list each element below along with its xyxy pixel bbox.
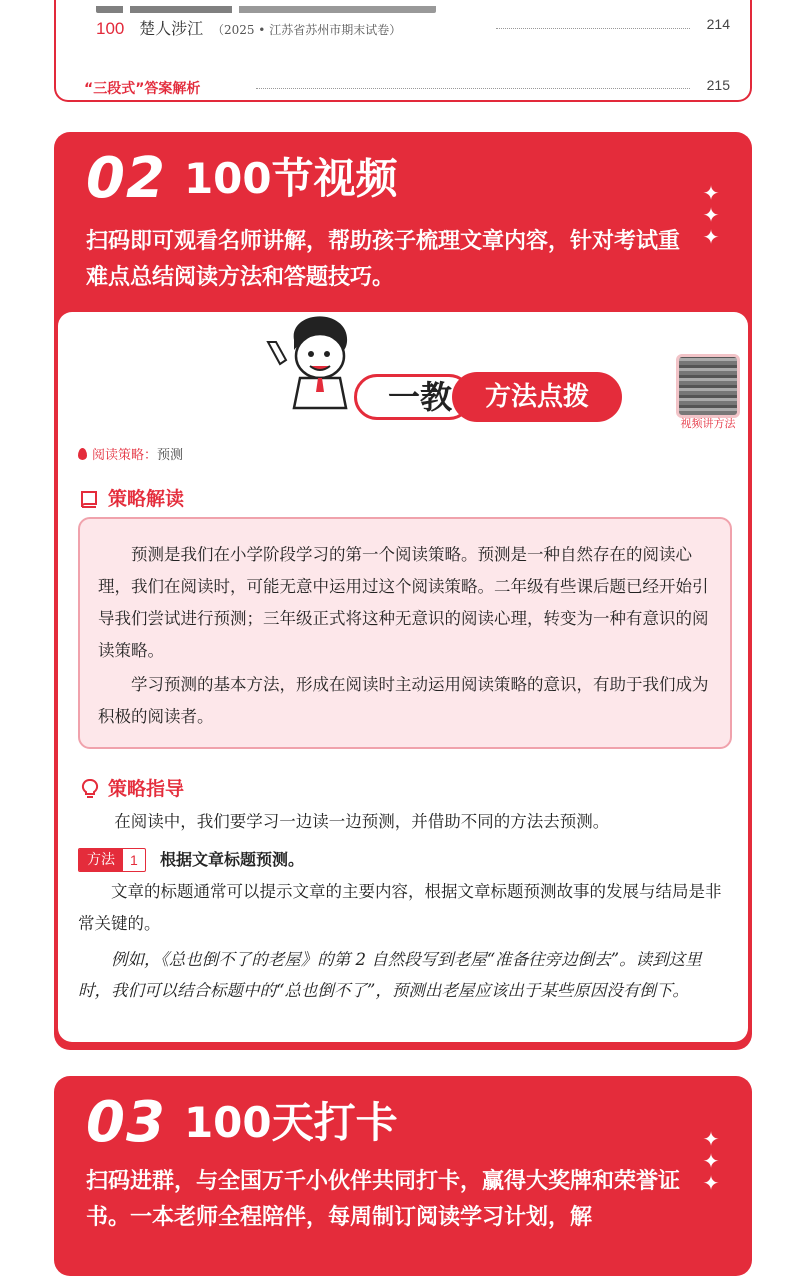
section-description: 扫码进群，与全国万千小伙伴共同打卡，赢得大奖牌和荣誉证书。一本老师全程陪伴，每周制订阅读学习计划，解 bbox=[86, 1169, 681, 1230]
guide-heading: 策略指导 bbox=[108, 778, 185, 800]
method-paragraph: 文章的标题通常可以提示文章的主要内容，根据文章标题预测故事的发展与结局是非常关键的。 bbox=[78, 882, 722, 933]
guide-intro: 在阅读中，我们要学习一边读一边预测，并借助不同的方法去预测。 bbox=[114, 812, 610, 831]
toc-num: 100 bbox=[96, 19, 125, 38]
sparkle-icon: ✦ bbox=[702, 1171, 720, 1195]
sparkle-icon: ✦ bbox=[702, 203, 720, 227]
interp-box bbox=[78, 517, 732, 749]
toc-card bbox=[54, 0, 752, 102]
toc-answer-row[interactable] bbox=[84, 78, 730, 98]
sparkle-icon: ✦ bbox=[702, 1149, 720, 1173]
section-heading bbox=[86, 1090, 398, 1155]
toc-answer-label: “三段式”答案解析 bbox=[84, 81, 201, 97]
sparkle-icon: ✦ bbox=[702, 1127, 720, 1151]
banner bbox=[306, 372, 622, 422]
guide-heading-row bbox=[80, 774, 184, 801]
method-title: 根据文章标题预测。 bbox=[160, 850, 305, 869]
sparkle-icon: ✦ bbox=[702, 225, 720, 249]
strategy-label: 阅读策略： bbox=[92, 448, 158, 463]
interp-heading-row bbox=[80, 484, 184, 511]
toc-row-100[interactable] bbox=[96, 16, 730, 38]
interp-paragraph: 预测是我们在小学阶段学习的第一个阅读策略。预测是一种自然存在的阅读心理，我们在阅读时，可能无意中运用过这个阅读策略。二年级有些课后题已经开始引导我们尝试进行预测；三年级正式将这种无意识的阅读心理，转变为一种有意识的阅读策略。 bbox=[98, 545, 709, 660]
toc-leader-dots bbox=[496, 28, 690, 29]
section-number: 02 bbox=[86, 146, 166, 211]
banner-left: 一教 bbox=[354, 374, 472, 420]
section-videos bbox=[54, 132, 752, 1050]
method-card bbox=[58, 312, 748, 1042]
section-title: 100天打卡 bbox=[183, 1098, 398, 1147]
toc-page: 214 bbox=[706, 16, 730, 32]
strategy-value: 预测 bbox=[157, 448, 184, 463]
method-tag-label: 方法 bbox=[79, 849, 123, 871]
section-heading bbox=[86, 146, 398, 211]
interp-heading: 策略解读 bbox=[108, 488, 185, 510]
toc-leader-dots bbox=[256, 88, 690, 89]
section-description: 扫码即可观看名师讲解，帮助孩子梳理文章内容，针对考试重难点总结阅读方法和答题技巧。 bbox=[86, 229, 681, 290]
qr-code[interactable] bbox=[676, 354, 740, 418]
lightbulb-icon bbox=[80, 779, 100, 799]
section-title: 100节视频 bbox=[183, 154, 398, 203]
interp-paragraph: 学习预测的基本方法，形成在阅读时主动运用阅读策略的意识，有助于我们成为积极的阅读者。 bbox=[98, 675, 709, 726]
section-number: 03 bbox=[86, 1090, 166, 1155]
qr-label: 视频讲方法 bbox=[680, 417, 736, 430]
flame-icon bbox=[78, 448, 87, 460]
method-tag-number: 1 bbox=[130, 852, 138, 868]
toc-answer-page: 215 bbox=[706, 77, 730, 93]
strategy-line bbox=[78, 444, 183, 463]
toc-title: 楚人涉江 bbox=[139, 19, 204, 38]
sparkle-icon: ✦ bbox=[702, 181, 720, 205]
method-tag bbox=[78, 848, 146, 872]
toc-source: （2025 • 江苏省苏州市期末试卷） bbox=[211, 23, 402, 37]
section-checkin bbox=[54, 1076, 752, 1276]
toc-row-cut-text bbox=[96, 0, 436, 13]
book-icon bbox=[80, 489, 100, 509]
banner-right: 方法点拨 bbox=[452, 372, 622, 422]
method-example: 例如，《总也倒不了的老屋》的第 2 自然段写到老屋“准备往旁边倒去”。读到这里时，我们可以结合标题中的“总也倒不了”，预测出老屋应该出于某些原因没有倒下。 bbox=[78, 950, 702, 1000]
